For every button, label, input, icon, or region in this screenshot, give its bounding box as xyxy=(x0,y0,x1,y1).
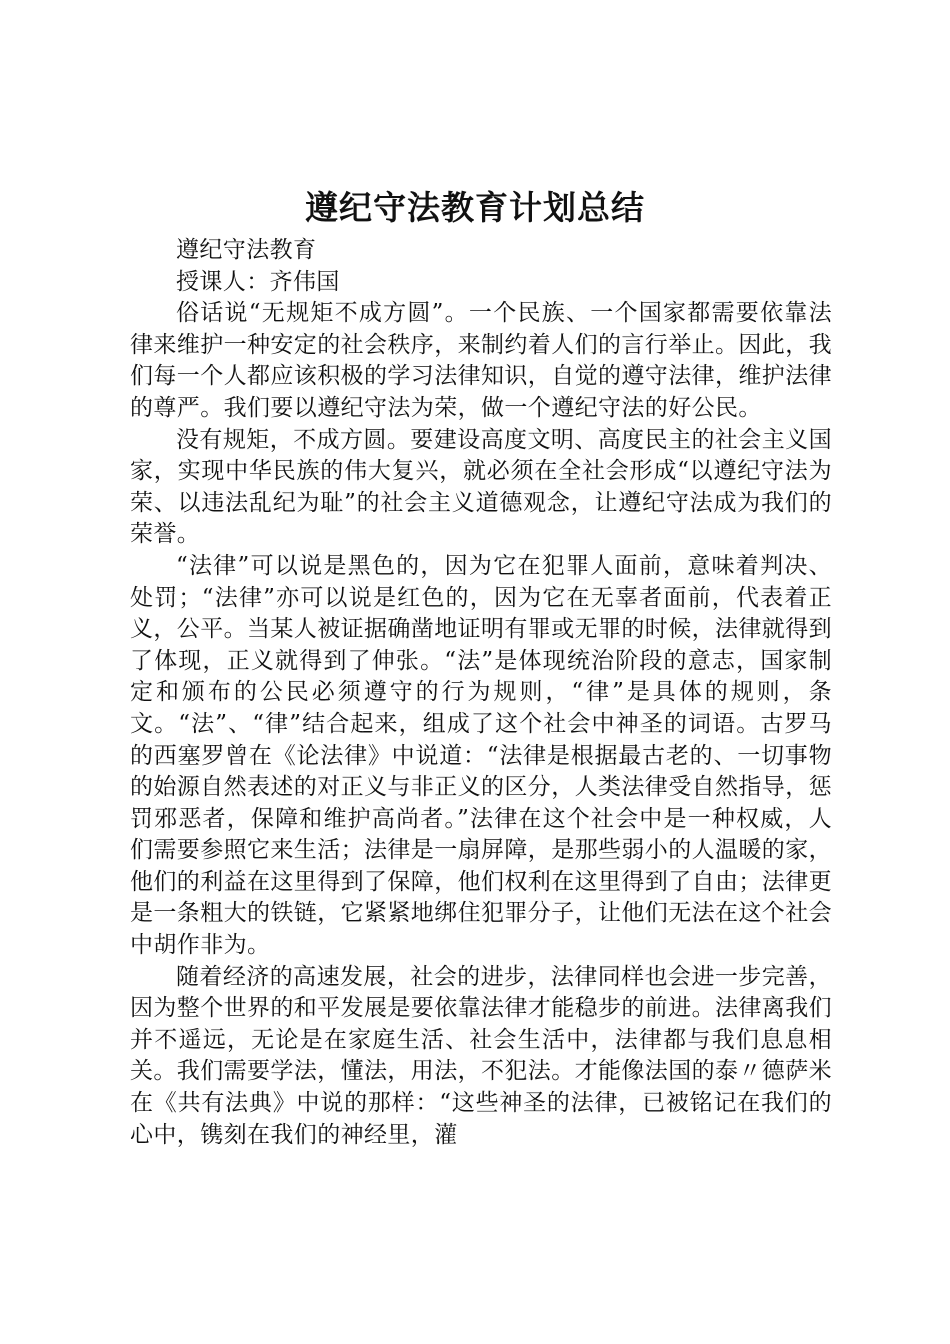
document-title: 遵纪守法教育计划总结 xyxy=(305,188,645,227)
lecturer-line: 授课人：齐伟国 xyxy=(176,268,340,295)
body-paragraph: “法律”可以说是黑色的，因为它在犯罪人面前，意味着判决、处罚；“法律”亦可以说是红色的，因为它在无辜者面前，代表着正义，公平。当某人被证据确凿地证明有罪或无罪的时候，法律就得到了体现，正义就得到了伸张。“法”是体现统治阶段的意志，国家制定和颁布的公民必须遵守的行为规则，“律”是具体的规则，条文。“法”、“律”结合起来，组成了这个社会中神圣的词语。古罗马的西塞罗曾在《论法律》中说道：“法律是根据最古老的、一切事物的始源自然表述的对正义与非正义的区分，人类法律受自然指导，惩罚邪恶者，保障和维护高尚者。”法律在这个社会中是一种权威，人们需要参照它来生活；法律是一扇屏障，是那些弱小的人温暖的家，他们的利益在这里得到了保障，他们权利在这里得到了自由；法律更是一条粗大的铁链，它紧紧地绑住犯罪分子，让他们无法在这个社会中胡作非为。 xyxy=(130,552,832,959)
subtitle-line: 遵纪守法教育 xyxy=(176,237,317,263)
body-paragraph: 随着经济的高速发展，社会的进步，法律同样也会进一步完善，因为整个世界的和平发展是要依靠法律才能稳步的前进。法律离我们并不遥远，无论是在家庭生活、社会生活中，法律都与我们息息相关。我们需要学法，懂法，用法，不犯法。才能像法国的泰〃德萨米在《共有法典》中说的那样：“这些神圣的法律，已被铭记在我们的心中，镌刻在我们的神经里，灌 xyxy=(130,963,832,1148)
body-paragraph: 俗话说“无规矩不成方圆”。一个民族、一个国家都需要依靠法律来维护一种安定的社会秩序，来制约着人们的言行举止。因此，我们每一个人都应该积极的学习法律知识，自觉的遵守法律，维护法律的尊严。我们要以遵纪守法为荣，做一个遵纪守法的好公民。 xyxy=(130,300,832,421)
document-body xyxy=(130,235,832,1151)
body-paragraph: 没有规矩，不成方圆。要建设高度文明、高度民主的社会主义国家，实现中华民族的伟大复兴，就必须在全社会形成“以遵纪守法为荣、以违法乱纪为耻”的社会主义道德观念，让遵纪守法成为我们的荣誉。 xyxy=(130,426,832,548)
